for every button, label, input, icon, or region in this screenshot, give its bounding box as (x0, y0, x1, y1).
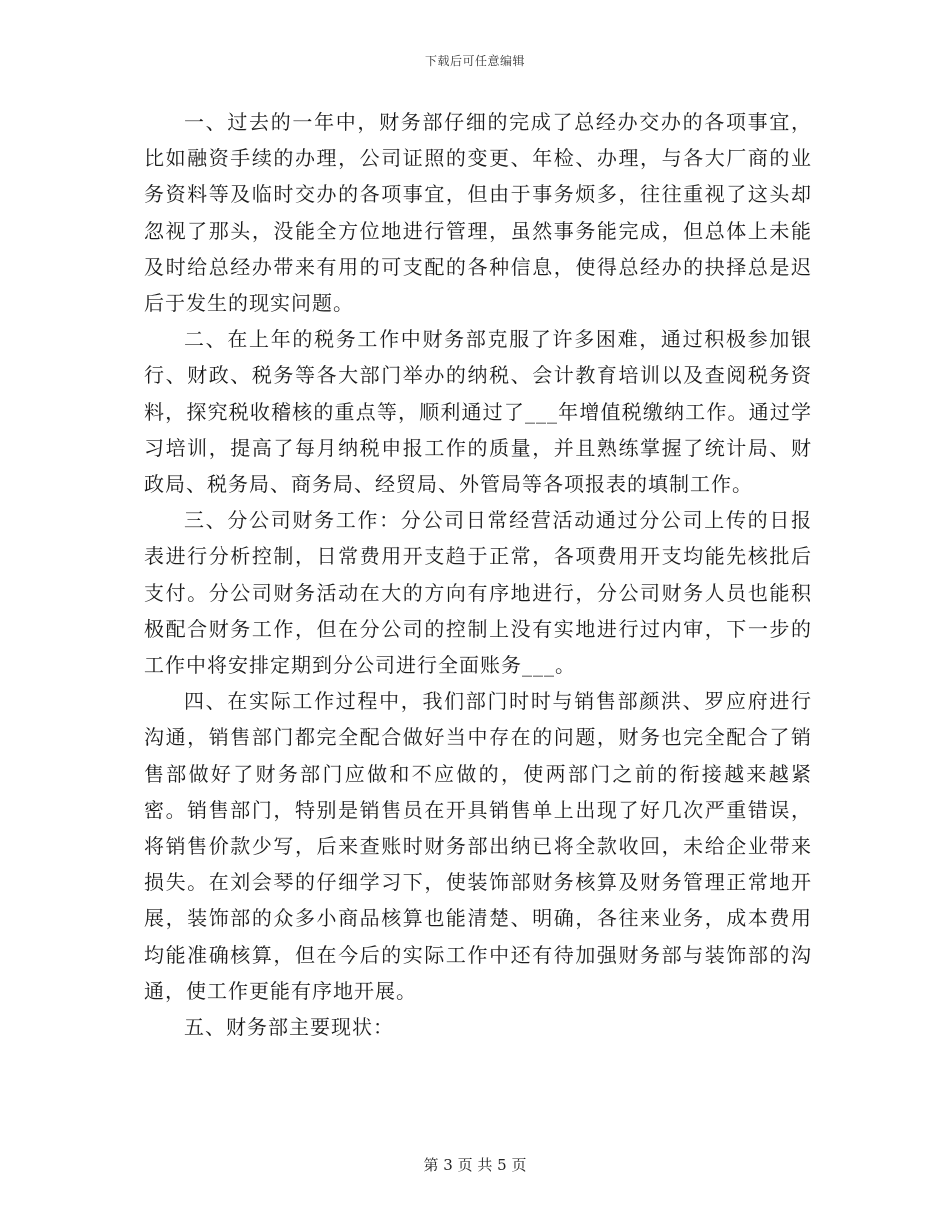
paragraph-3: 三、分公司财务工作：分公司日常经营活动通过分公司上传的日报表进行分析控制，日常费用开支趋于正常，各项费用开支均能先核批后支付。分公司财务活动在大的方向有序地进行，分公司财务人员也能积极配合财务工作，但在分公司的控制上没有实地进行过内审，下一步的工作中将安排定期到分公司进行全面账务___。 (144, 508, 812, 678)
paragraph-5: 五、财务部主要现状： (184, 1015, 394, 1040)
paragraph-4: 四、在实际工作过程中，我们部门时时与销售部颜洪、罗应府进行沟通，销售部门都完全配合做好当中存在的问题，财务也完全配合了销售部做好了财务部门应做和不应做的，使两部门之前的衔接越来越紧密。销售部门，特别是销售员在开具销售单上出现了好几次严重错误，将销售价款少写，后来查账时财务部出纳已将全款收回，未给企业带来损失。在刘会琴的仔细学习下，使装饰部财务核算及财务管理正常地开展，装饰部的众多小商品核算也能清楚、明确，各往来业务，成本费用均能准确核算，但在今后的实际工作中还有待加强财务部与装饰部的沟通，使工作更能有序地开展。 (144, 689, 812, 1003)
paragraph-1: 一、过去的一年中，财务部仔细的完成了总经办交办的各项事宜，比如融资手续的办理，公司证照的变更、年检、办理，与各大厂商的业务资料等及临时交办的各项事宜，但由于事务烦多，往往重视了这头却忽视了那头，没能全方位地进行管理，虽然事务能完成，但总体上未能及时给总经办带来有用的可支配的各种信息，使得总经办的抉择总是迟后于发生的现实问题。 (144, 110, 812, 316)
document-body (144, 104, 812, 1045)
paragraph-2: 二、在上年的税务工作中财务部克服了许多困难，通过积极参加银行、财政、税务等各大部门举办的纳税、会计教育培训以及查阅税务资料，探究税收稽核的重点等，顺利通过了___年增值税缴纳工作。通过学习培训，提高了每月纳税申报工作的质量，并且熟练掌握了统计局、财政局、税务局、商务局、经贸局、外管局等各项报表的填制工作。 (144, 327, 812, 497)
page-header: 下载后可任意编辑 (424, 54, 525, 68)
page-footer: 第 3 页 共 5 页 (423, 1156, 527, 1174)
